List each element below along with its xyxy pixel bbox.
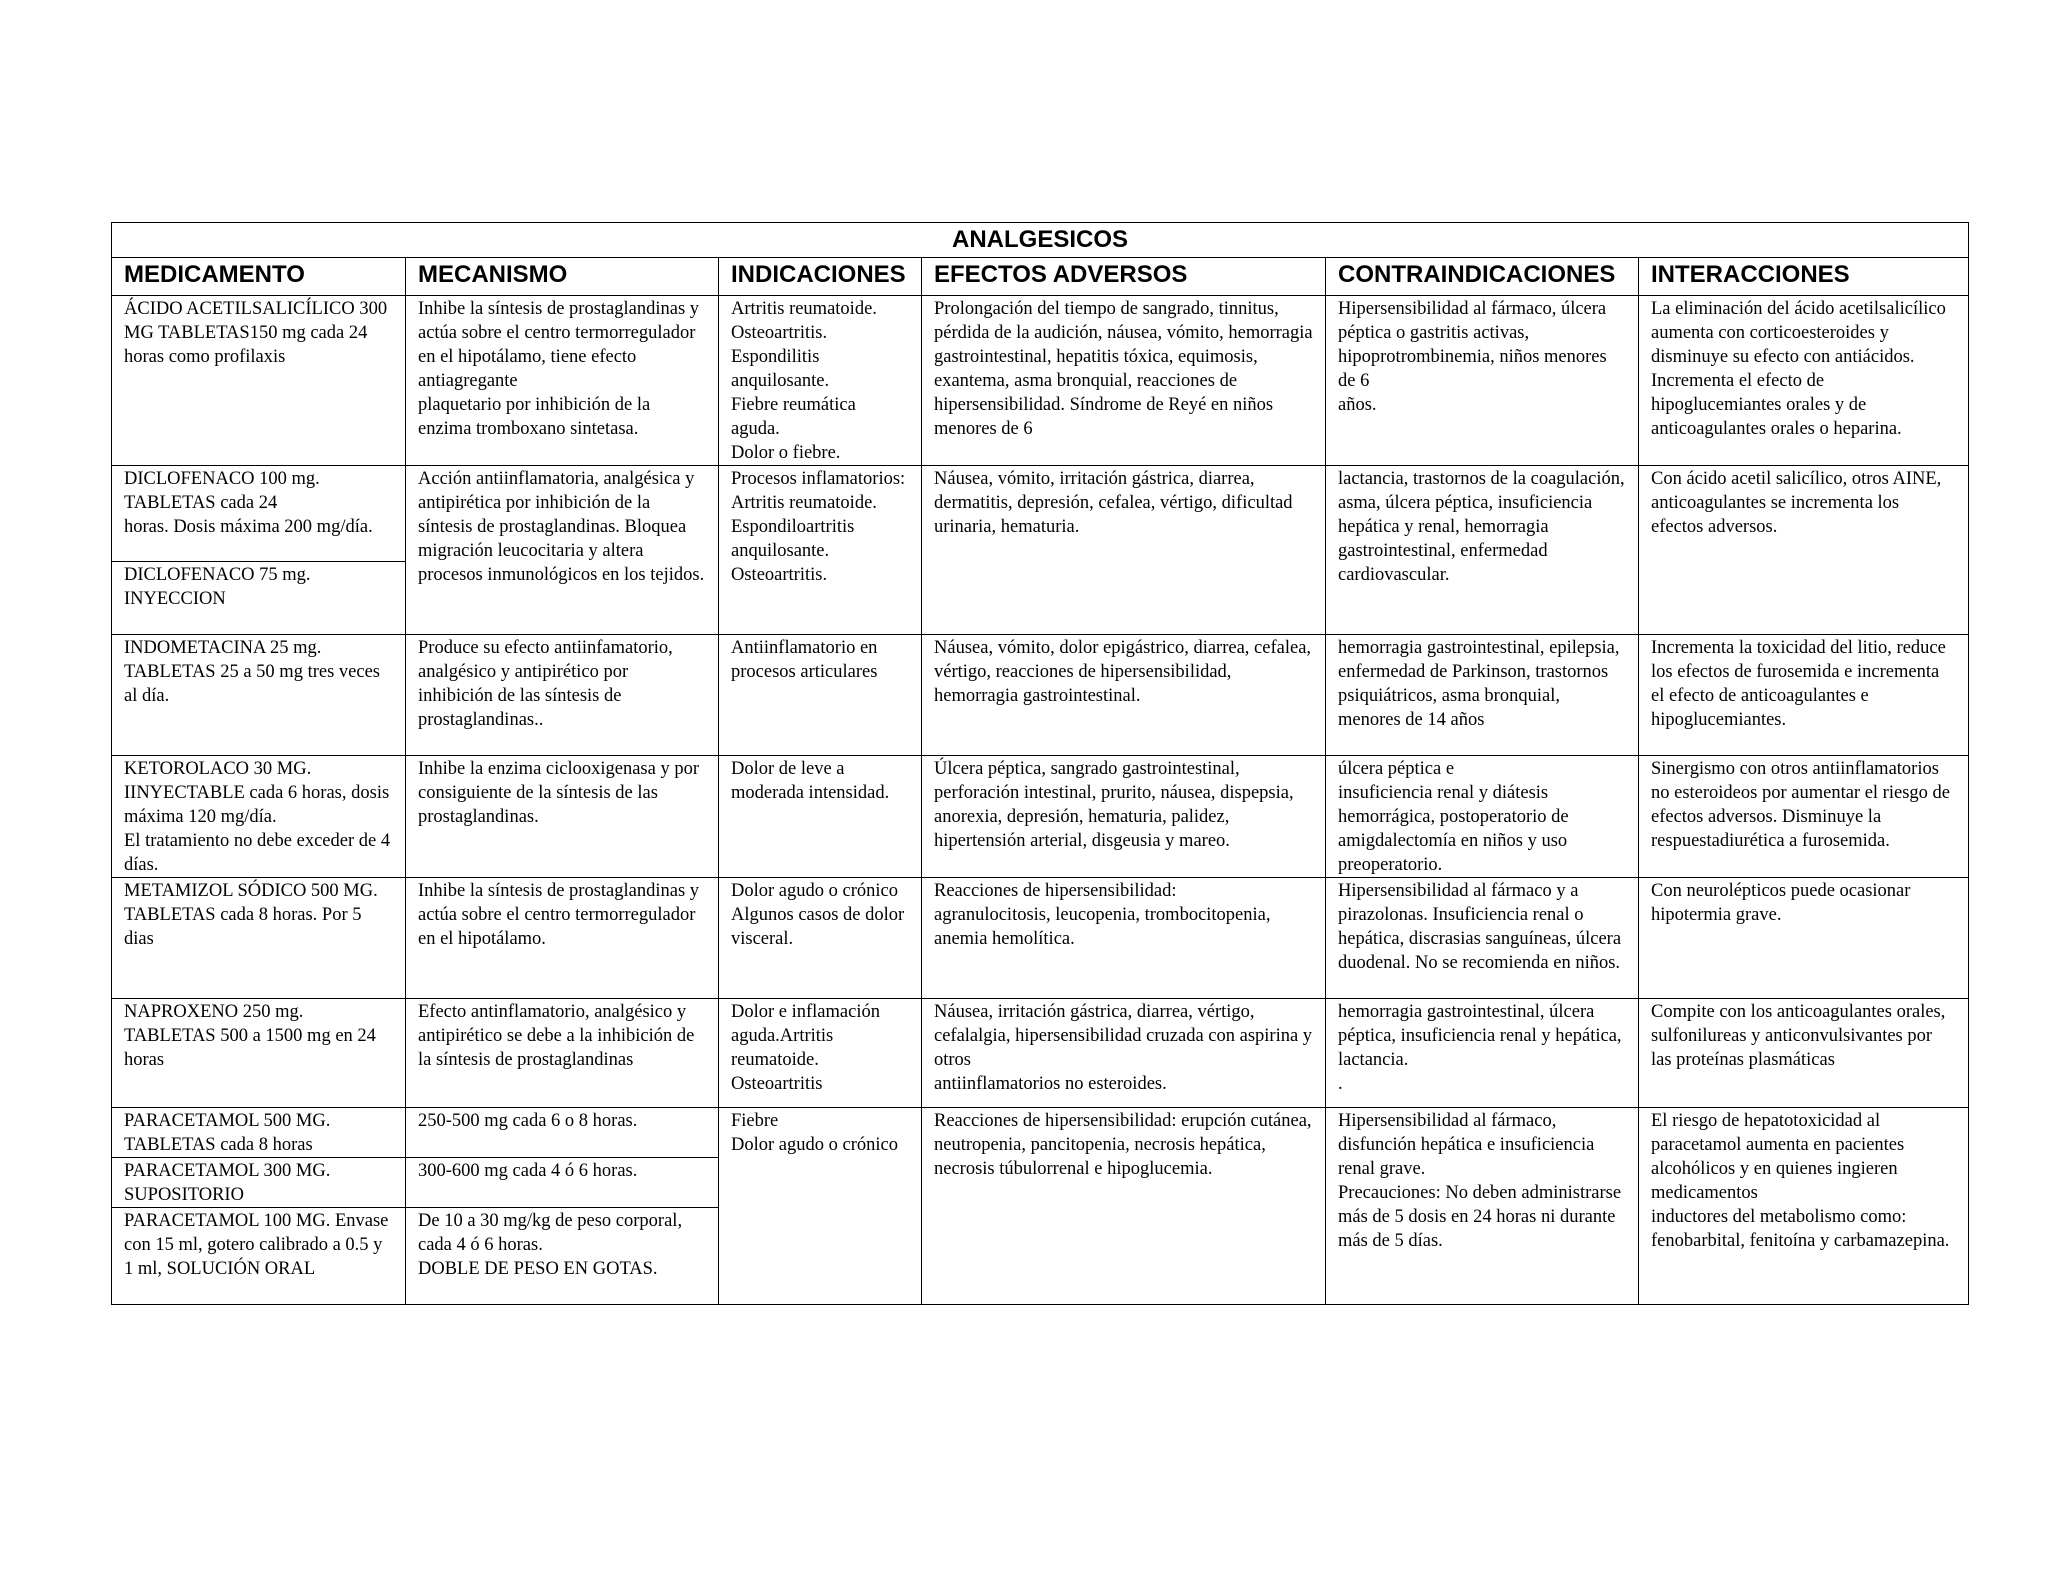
cell-mecanismo: 300-600 mg cada 4 ó 6 horas. xyxy=(406,1158,719,1208)
cell-contraindicaciones: Hipersensibilidad al fármaco y a pirazolonas. Insuficiencia renal o hepática, discrasias sanguíneas, úlcera duodenal. No se recomienda en niños. xyxy=(1326,878,1639,999)
cell-contraindicaciones: Hipersensibilidad al fármaco, disfunción hepática e insuficiencia renal grave. Precauciones: No deben administrarse más de 5 dosis en 24 horas ni durante más de 5 días. xyxy=(1326,1108,1639,1305)
cell-medicamento: NAPROXENO 250 mg. TABLETAS 500 a 1500 mg en 24 horas xyxy=(112,999,406,1108)
cell-interacciones: Sinergismo con otros antiinflamatorios no esteroideos por aumentar el riesgo de efectos adversos. Disminuye la respuestadiurética a furosemida. xyxy=(1639,756,1969,878)
cell-contraindicaciones: lactancia, trastornos de la coagulación, asma, úlcera péptica, insuficiencia hepática y renal, hemorragia gastrointestinal, enfermedad cardiovascular. xyxy=(1326,466,1639,635)
table-row xyxy=(112,635,1969,756)
cell-contraindicaciones: Hipersensibilidad al fármaco, úlcera péptica o gastritis activas, hipoprotrombinemia, niños menores de 6 años. xyxy=(1326,296,1639,466)
cell-indicaciones: Dolor de leve a moderada intensidad. xyxy=(719,756,922,878)
cell-mecanismo: Inhibe la enzima ciclooxigenasa y por consiguiente de la síntesis de las prostaglandinas. xyxy=(406,756,719,878)
header-efectos-adversos: EFECTOS ADVERSOS xyxy=(922,258,1326,296)
header-mecanismo: MECANISMO xyxy=(406,258,719,296)
cell-mecanismo: Produce su efecto antiinfamatorio, analgésico y antipirético por inhibición de las síntesis de prostaglandinas.. xyxy=(406,635,719,756)
cell-efectos-adversos: Náusea, irritación gástrica, diarrea, vértigo, cefalalgia, hipersensibilidad cruzada con aspirina y otros antiinflamatorios no esteroides. xyxy=(922,999,1326,1108)
cell-interacciones: Con ácido acetil salicílico, otros AINE, anticoagulantes se incrementa los efectos adversos. xyxy=(1639,466,1969,635)
cell-mecanismo: Inhibe la síntesis de prostaglandinas y actúa sobre el centro termorregulador en el hipotálamo. xyxy=(406,878,719,999)
cell-medicamento: ÁCIDO ACETILSALICÍLICO 300 MG TABLETAS150 mg cada 24 horas como profilaxis xyxy=(112,296,406,466)
cell-indicaciones: Procesos inflamatorios: Artritis reumatoide. Espondiloartritis anquilosante. Osteoartritis. xyxy=(719,466,922,635)
table-row xyxy=(112,296,1969,466)
cell-medicamento: PARACETAMOL 100 MG. Envase con 15 ml, gotero calibrado a 0.5 y 1 ml, SOLUCIÓN ORAL xyxy=(112,1208,406,1305)
cell-medicamento: INDOMETACINA 25 mg. TABLETAS 25 a 50 mg tres veces al día. xyxy=(112,635,406,756)
header-interacciones: INTERACCIONES xyxy=(1639,258,1969,296)
title-row xyxy=(112,223,1969,258)
table-row xyxy=(112,756,1969,878)
cell-mecanismo: Inhibe la síntesis de prostaglandinas y actúa sobre el centro termorregulador en el hipotálamo, tiene efecto antiagregante plaquetario por inhibición de la enzima tromboxano sintetasa. xyxy=(406,296,719,466)
cell-indicaciones: Dolor agudo o crónico Algunos casos de dolor visceral. xyxy=(719,878,922,999)
cell-efectos-adversos: Reacciones de hipersensibilidad: erupción cutánea, neutropenia, pancitopenia, necrosis hepática, necrosis túbulorrenal e hipoglucemia. xyxy=(922,1108,1326,1305)
cell-contraindicaciones: úlcera péptica e insuficiencia renal y diátesis hemorrágica, postoperatorio de amigdalectomía en niños y uso preoperatorio. xyxy=(1326,756,1639,878)
header-medicamento: MEDICAMENTO xyxy=(112,258,406,296)
cell-interacciones: El riesgo de hepatotoxicidad al paracetamol aumenta en pacientes alcohólicos y en quienes ingieren medicamentos inductores del metabolismo como: fenobarbital, fenitoína y carbamazepina. xyxy=(1639,1108,1969,1305)
cell-interacciones: Incrementa la toxicidad del litio, reduce los efectos de furosemida e incrementa el efecto de anticoagulantes e hipoglucemiantes. xyxy=(1639,635,1969,756)
cell-medicamento: METAMIZOL SÓDICO 500 MG. TABLETAS cada 8 horas. Por 5 dias xyxy=(112,878,406,999)
cell-contraindicaciones: hemorragia gastrointestinal, úlcera péptica, insuficiencia renal y hepática, lactancia. . xyxy=(1326,999,1639,1108)
table-row xyxy=(112,466,1969,562)
cell-indicaciones: Dolor e inflamación aguda.Artritis reumatoide. Osteoartritis xyxy=(719,999,922,1108)
table-row xyxy=(112,999,1969,1108)
cell-mecanismo: Efecto antinflamatorio, analgésico y antipirético se debe a la inhibición de la síntesis de prostaglandinas xyxy=(406,999,719,1108)
header-row xyxy=(112,258,1969,296)
cell-medicamento: PARACETAMOL 300 MG. SUPOSITORIO xyxy=(112,1158,406,1208)
header-indicaciones: INDICACIONES xyxy=(719,258,922,296)
cell-medicamento: DICLOFENACO 75 mg. INYECCION xyxy=(112,562,406,635)
cell-interacciones: Compite con los anticoagulantes orales, sulfonilureas y anticonvulsivantes por las proteínas plasmáticas xyxy=(1639,999,1969,1108)
cell-contraindicaciones: hemorragia gastrointestinal, epilepsia, enfermedad de Parkinson, trastornos psiquiátricos, asma bronquial, menores de 14 años xyxy=(1326,635,1639,756)
cell-indicaciones: Artritis reumatoide. Osteoartritis. Espondilitis anquilosante. Fiebre reumática aguda. Dolor o fiebre. xyxy=(719,296,922,466)
cell-efectos-adversos: Náusea, vómito, irritación gástrica, diarrea, dermatitis, depresión, cefalea, vértigo, dificultad urinaria, hematuria. xyxy=(922,466,1326,635)
table-row xyxy=(112,1108,1969,1158)
cell-medicamento: PARACETAMOL 500 MG. TABLETAS cada 8 horas xyxy=(112,1108,406,1158)
cell-interacciones: La eliminación del ácido acetilsalicílico aumenta con corticoesteroides y disminuye su efecto con antiácidos. Incrementa el efecto de hipoglucemiantes orales y de anticoagulantes orales o heparina. xyxy=(1639,296,1969,466)
analgesics-table xyxy=(111,222,1969,1305)
cell-medicamento: DICLOFENACO 100 mg. TABLETAS cada 24 horas. Dosis máxima 200 mg/día. xyxy=(112,466,406,562)
cell-medicamento: KETOROLACO 30 MG. IINYECTABLE cada 6 horas, dosis máxima 120 mg/día. El tratamiento no debe exceder de 4 días. xyxy=(112,756,406,878)
cell-efectos-adversos: Úlcera péptica, sangrado gastrointestinal, perforación intestinal, prurito, náusea, dispepsia, anorexia, depresión, hematuria, palidez, hipertensión arterial, disgeusia y mareo. xyxy=(922,756,1326,878)
table-row xyxy=(112,878,1969,999)
cell-mecanismo: De 10 a 30 mg/kg de peso corporal, cada 4 ó 6 horas. DOBLE DE PESO EN GOTAS. xyxy=(406,1208,719,1305)
cell-indicaciones: Fiebre Dolor agudo o crónico xyxy=(719,1108,922,1305)
table-title: ANALGESICOS xyxy=(112,223,1969,258)
cell-mecanismo: Acción antiinflamatoria, analgésica y antipirética por inhibición de la síntesis de prostaglandinas. Bloquea migración leucocitaria y altera procesos inmunológicos en los tejidos. xyxy=(406,466,719,635)
header-contraindicaciones: CONTRAINDICACIONES xyxy=(1326,258,1639,296)
cell-mecanismo: 250-500 mg cada 6 o 8 horas. xyxy=(406,1108,719,1158)
cell-interacciones: Con neurolépticos puede ocasionar hipotermia grave. xyxy=(1639,878,1969,999)
cell-efectos-adversos: Náusea, vómito, dolor epigástrico, diarrea, cefalea, vértigo, reacciones de hipersensibilidad, hemorragia gastrointestinal. xyxy=(922,635,1326,756)
cell-efectos-adversos: Reacciones de hipersensibilidad: agranulocitosis, leucopenia, trombocitopenia, anemia hemolítica. xyxy=(922,878,1326,999)
cell-indicaciones: Antiinflamatorio en procesos articulares xyxy=(719,635,922,756)
cell-efectos-adversos: Prolongación del tiempo de sangrado, tinnitus, pérdida de la audición, náusea, vómito, hemorragia gastrointestinal, hepatitis tóxica, equimosis, exantema, asma bronquial, reacciones de hipersensibilidad. Síndrome de Reyé en niños menores de 6 xyxy=(922,296,1326,466)
